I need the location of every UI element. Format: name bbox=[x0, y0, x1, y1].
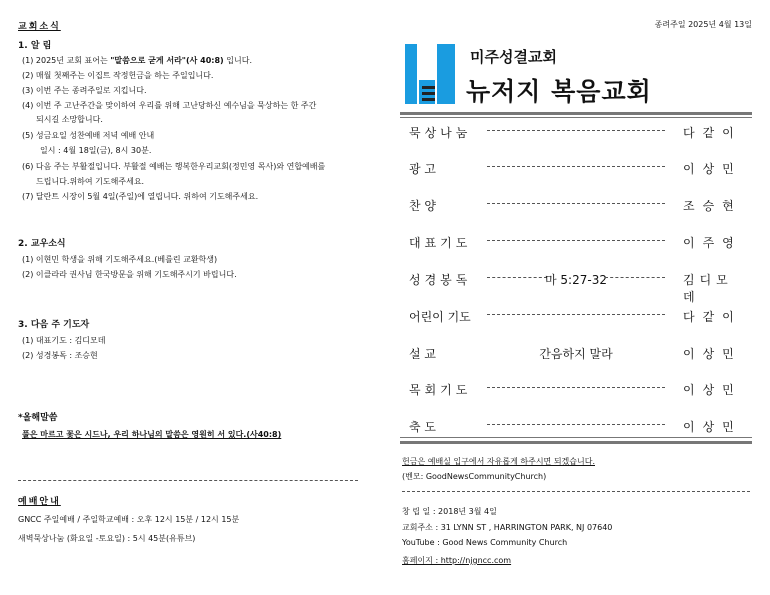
service-date: 종려주일 2025년 4월 13일 bbox=[654, 20, 752, 29]
members-title: 2. 교우소식 bbox=[18, 239, 66, 249]
schedule-row-announcements: 광 고 이상민 bbox=[409, 162, 742, 176]
schedule-row-children-prayer: 어린이 기도 다같이 bbox=[409, 310, 742, 324]
worship-line-1: GNCC 주일예배 / 주일학교예배 : 오후 12시 15분 / 12시 15분 bbox=[18, 515, 240, 524]
venmo-note: (벤모: GoodNewsCommunityChurch) bbox=[402, 472, 547, 481]
schedule-row-pastoral-prayer: 목회기도 이상민 bbox=[409, 383, 742, 397]
schedule-row-sermon: 설 교 간음하지 말라 이상민 bbox=[409, 347, 742, 361]
announce-title: 1. 알 림 bbox=[18, 41, 52, 51]
church-logo-icon bbox=[405, 44, 455, 104]
announce-item-5-cont: 일시 : 4월 18일(금), 8시 30분. bbox=[40, 146, 152, 155]
church-logo bbox=[405, 44, 455, 104]
verse-text: 풀은 마르고 꽃은 시드나, 우리 하나님의 말씀은 영원히 서 있다.(사40:8) bbox=[22, 430, 282, 439]
schedule-row-scripture: 성경봉독 마 5:27-32 김디모데 bbox=[409, 273, 733, 304]
church-address: 교회주소 : 31 LYNN ST , HARRINGTON PARK, NJ 07640 bbox=[402, 523, 613, 532]
prayers-item-2: (2) 성경봉독 : 조승현 bbox=[22, 351, 98, 360]
motto-highlight: "말씀으로 굳게 서라"(사 40:8) bbox=[110, 56, 224, 65]
homepage-link[interactable]: 홈페이지 : http://njgncc.com bbox=[402, 556, 512, 565]
church-subtitle: 미주성결교회 bbox=[470, 48, 557, 66]
schedule-bottom-rule bbox=[400, 441, 752, 444]
church-name: 뉴저지 복음교회 bbox=[466, 77, 652, 106]
verse-title: *올해말씀 bbox=[18, 413, 58, 423]
schedule-top-rule-thin bbox=[400, 117, 752, 118]
right-divider bbox=[402, 491, 750, 492]
announce-item-7: (7) 달란트 시장이 5월 4일(주일)에 열립니다. 위하여 기도해주세요. bbox=[22, 192, 259, 201]
youtube-channel: YouTube : Good News Community Church bbox=[402, 538, 568, 547]
announce-item-1: (1) 2025년 교회 표어는 "말씀으로 굳게 서라"(사 40:8) 입니다. bbox=[22, 56, 252, 65]
prayers-title: 3. 다음 주 기도자 bbox=[18, 320, 90, 330]
announce-item-6: (6) 다음 주는 부활절입니다. 부활절 예배는 행복한우리교회(정민영 목사)와 연합예배를 bbox=[22, 162, 326, 171]
announce-item-5: (5) 성금요일 성찬예배 저녁 예배 안내 bbox=[22, 131, 155, 140]
worship-title: 예배안내 bbox=[18, 497, 61, 507]
worship-line-2: 새벽묵상나눔 (화요일 -토요일) : 5시 45분(유튜브) bbox=[18, 534, 196, 543]
schedule-bottom-rule-thin bbox=[400, 437, 752, 438]
news-title: 교회소식 bbox=[18, 22, 61, 32]
schedule-row-praise: 찬 양 조승현 bbox=[409, 199, 742, 213]
left-divider bbox=[18, 480, 358, 481]
announce-item-4-cont: 되시길 소망합니다. bbox=[36, 115, 103, 124]
announce-item-4: (4) 이번 주 고난주간을 맞이하여 우리를 위해 고난당하신 예수님을 묵상하는 한 주간 bbox=[22, 101, 317, 110]
announce-item-6-cont: 드립니다.위하여 기도해주세요. bbox=[36, 177, 145, 186]
members-item-1: (1) 이현민 학생을 위해 기도해주세요.(베를린 교환학생) bbox=[22, 255, 218, 264]
schedule-row-prayer: 대표기도 이주영 bbox=[409, 236, 742, 250]
announce-item-2: (2) 매월 첫째주는 이집트 작정헌금을 하는 주일입니다. bbox=[22, 71, 214, 80]
schedule-top-rule bbox=[400, 112, 752, 115]
founded-date: 창 립 일 : 2018년 3월 4일 bbox=[402, 507, 497, 516]
schedule-row-meditation: 묵상나눔 다같이 bbox=[409, 126, 742, 140]
members-item-2: (2) 이클라라 권사님 한국방문을 위해 기도해주시기 바립니다. bbox=[22, 270, 237, 279]
announce-item-3: (3) 이번 주는 종려주일로 지킵니다. bbox=[22, 86, 147, 95]
schedule-row-benediction: 축 도 이상민 bbox=[409, 420, 742, 434]
prayers-item-1: (1) 대표기도 : 김디모데 bbox=[22, 336, 106, 345]
offering-note: 헌금은 예배실 입구에서 자유롭게 하주시면 되겠습니다. bbox=[402, 457, 595, 466]
